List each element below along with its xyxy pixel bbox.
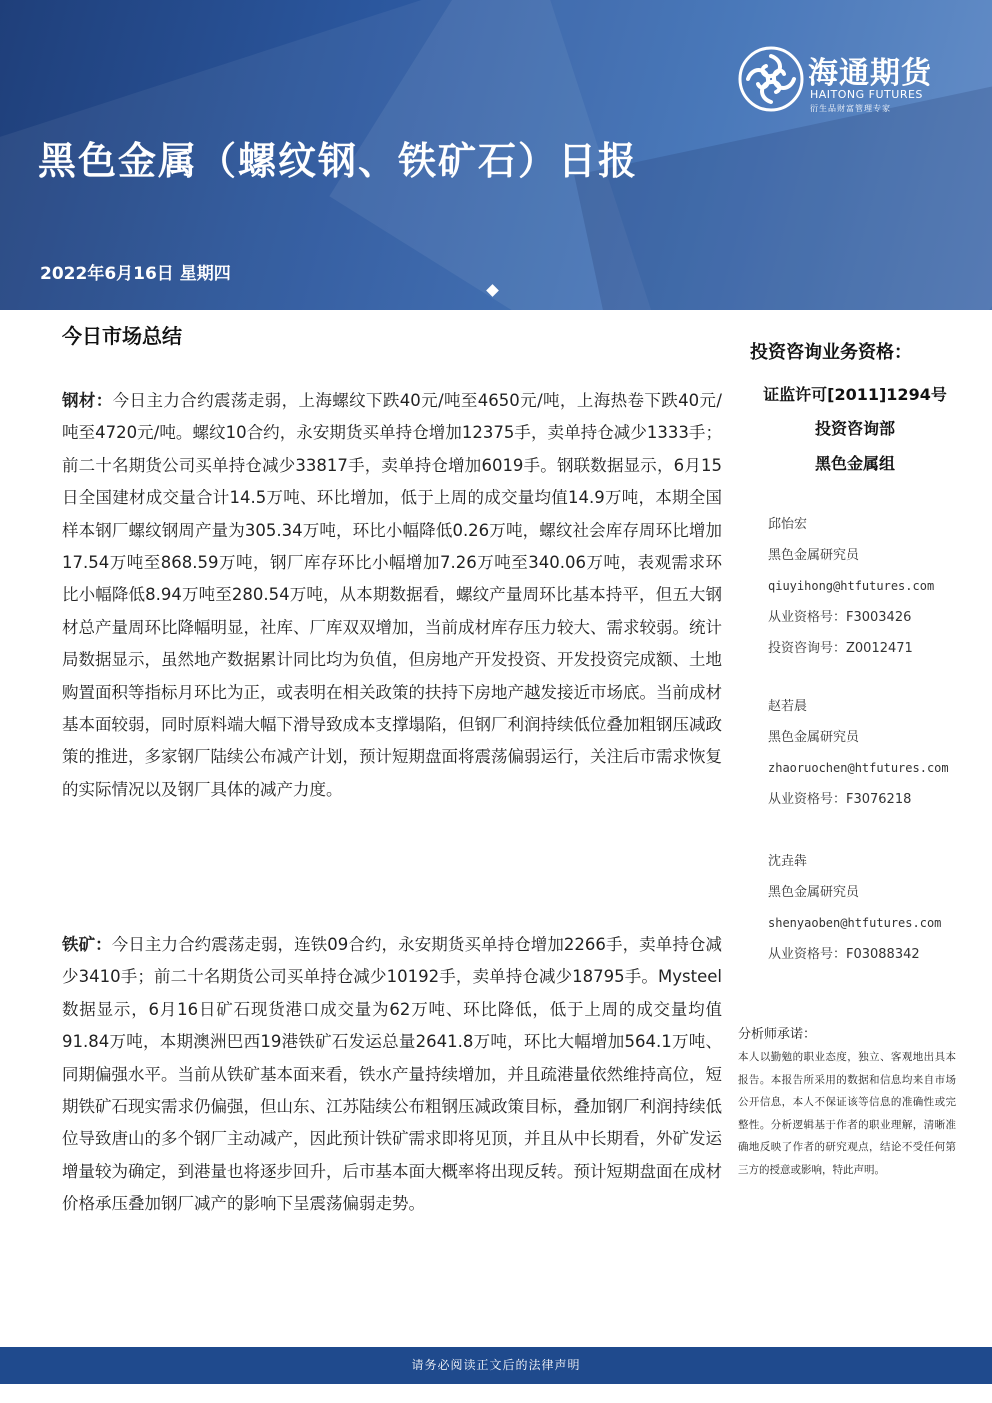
section-title: 今日市场总结 xyxy=(62,324,182,348)
qualification-title: 投资咨询业务资格： xyxy=(750,342,912,363)
analyst-card xyxy=(768,691,988,815)
report-date: 2022年6月16日 星期四 xyxy=(40,264,231,284)
group-name: 黑色金属组 xyxy=(814,454,895,473)
analyst-name: 赵若晨 xyxy=(768,699,808,714)
paragraph-label: 铁矿： xyxy=(62,935,112,954)
analyst-cert: 从业资格号：F03088342 xyxy=(768,947,920,962)
license-number: 证监许可[2011]1294号 xyxy=(763,385,947,404)
paragraph-text: 今日主力合约震荡走弱，上海螺纹下跌40元/吨至4650元/吨，上海热卷下跌40元/吨至4720元/吨。螺纹10合约，永安期货买单持仓增加12375手，卖单持仓减少1333手；前二十名期货公司买单持仓减少33817手，卖单持仓增加6019手。钢联数据显示，6月15日全国建材成交量合计14.5万吨、环比增加，低于上周的成交量均值14.9万吨，本期全国样本钢厂螺纹钢周产量为305.34万吨，环比小幅降低0.26万吨，螺纹社会库存周环比增加17.54万吨至868.59万吨，钢厂库存环比小幅增加7.26万吨至340.06万吨，表观需求环比小幅降低8.94万吨至280.54万吨，从本期数据看，螺纹产量周环比基本持平，但五大钢材总产量周环比降幅明显，社库、厂库双双增加，当前成材库存压力较大、需求较弱。统计局数据显示，虽然地产数据累计同比均为负值，但房地产开发投资、开发投资完成额、土地购置面积等指标月环比为正，或表明在相关政策的扶持下房地产越发接近市场底。当前成材基本面较弱，同时原料端大幅下滑导致成本支撑塌陷，但钢厂利润持续低位叠加粗钢压减政策的推进，多家钢厂陆续公布减产计划，预计短期盘面将震荡偏弱运行，关注后市需求恢复的实际情况以及钢厂具体的减产力度。 xyxy=(62,391,722,799)
brand-logo xyxy=(738,46,968,116)
analyst-card xyxy=(768,509,988,664)
analyst-email[interactable]: zhaoruochen@htfutures.com xyxy=(768,761,949,775)
analyst-card xyxy=(768,846,988,970)
legal-notice[interactable]: 请务必阅读正文后的法律声明 xyxy=(411,1358,581,1372)
analyst-email[interactable]: qiuyihong@htfutures.com xyxy=(768,579,935,593)
analyst-role: 黑色金属研究员 xyxy=(768,885,860,900)
analyst-name: 沈垚犇 xyxy=(768,854,808,869)
analyst-role: 黑色金属研究员 xyxy=(768,548,860,563)
analyst-cert: 从业资格号：F3003426 xyxy=(768,610,912,625)
analyst-name: 邱怡宏 xyxy=(768,517,808,532)
footer-bar xyxy=(0,1347,992,1384)
analyst-pledge xyxy=(738,1024,956,1181)
analyst-email[interactable]: shenyaoben@htfutures.com xyxy=(768,916,942,930)
swirl-logo-icon xyxy=(738,46,804,112)
paragraph-text: 今日主力合约震荡走弱，连铁09合约，永安期货买单持仓增加2266手，卖单持仓减少3410手；前二十名期货公司买单持仓减少10192手，卖单持仓减少18795手。Mysteel数据显示，6月16日矿石现货港口成交量为62万吨、环比降低，低于上周的成交量均值91.84万吨，本期澳洲巴西19港铁矿石发运总量2641.8万吨，环比大幅增加564.1万吨、同期偏强水平。当前从铁矿基本面来看，铁水产量持续增加，并且疏港量依然维持高位，短期铁矿石现实需求仍偏强，但山东、江苏陆续公布粗钢压减政策目标，叠加钢厂利润持续低位导致唐山的多个钢厂主动减产，因此预计铁矿需求即将见顶，并且从中长期看，外矿发运增量较为确定，到港量也将逐步回升，后市基本面大概率将出现反转。预计短期盘面在成材价格承压叠加钢厂减产的影响下呈震荡偏弱走势。 xyxy=(62,935,722,1214)
analyst-advisory: 投资咨询号：Z0012471 xyxy=(768,641,913,656)
paragraph-label: 钢材： xyxy=(62,391,113,410)
paragraph-iron-ore xyxy=(62,929,722,1221)
pledge-text: 本人以勤勉的职业态度，独立、客观地出具本报告。本报告所采用的数据和信息均来自市场公开信息，本人不保证该等信息的准确性或完整性。分析逻辑基于作者的职业理解，清晰准确地反映了作者的研究观点，结论不受任何第三方的授意或影响，特此声明。 xyxy=(738,1051,956,1176)
brand-tagline: 衍生品财富管理专家 xyxy=(810,104,891,113)
header-banner xyxy=(0,0,992,310)
analyst-role: 黑色金属研究员 xyxy=(768,730,860,745)
brand-name-cn: 海通期货 xyxy=(808,56,932,91)
department-name: 投资咨询部 xyxy=(814,419,895,438)
analyst-cert: 从业资格号：F3076218 xyxy=(768,792,912,807)
pledge-title: 分析师承诺： xyxy=(738,1027,817,1042)
report-title: 黑色金属（螺纹钢、铁矿石）日报 xyxy=(38,138,639,183)
paragraph-steel xyxy=(62,385,722,806)
brand-name-en: HAITONG FUTURES xyxy=(810,88,923,101)
